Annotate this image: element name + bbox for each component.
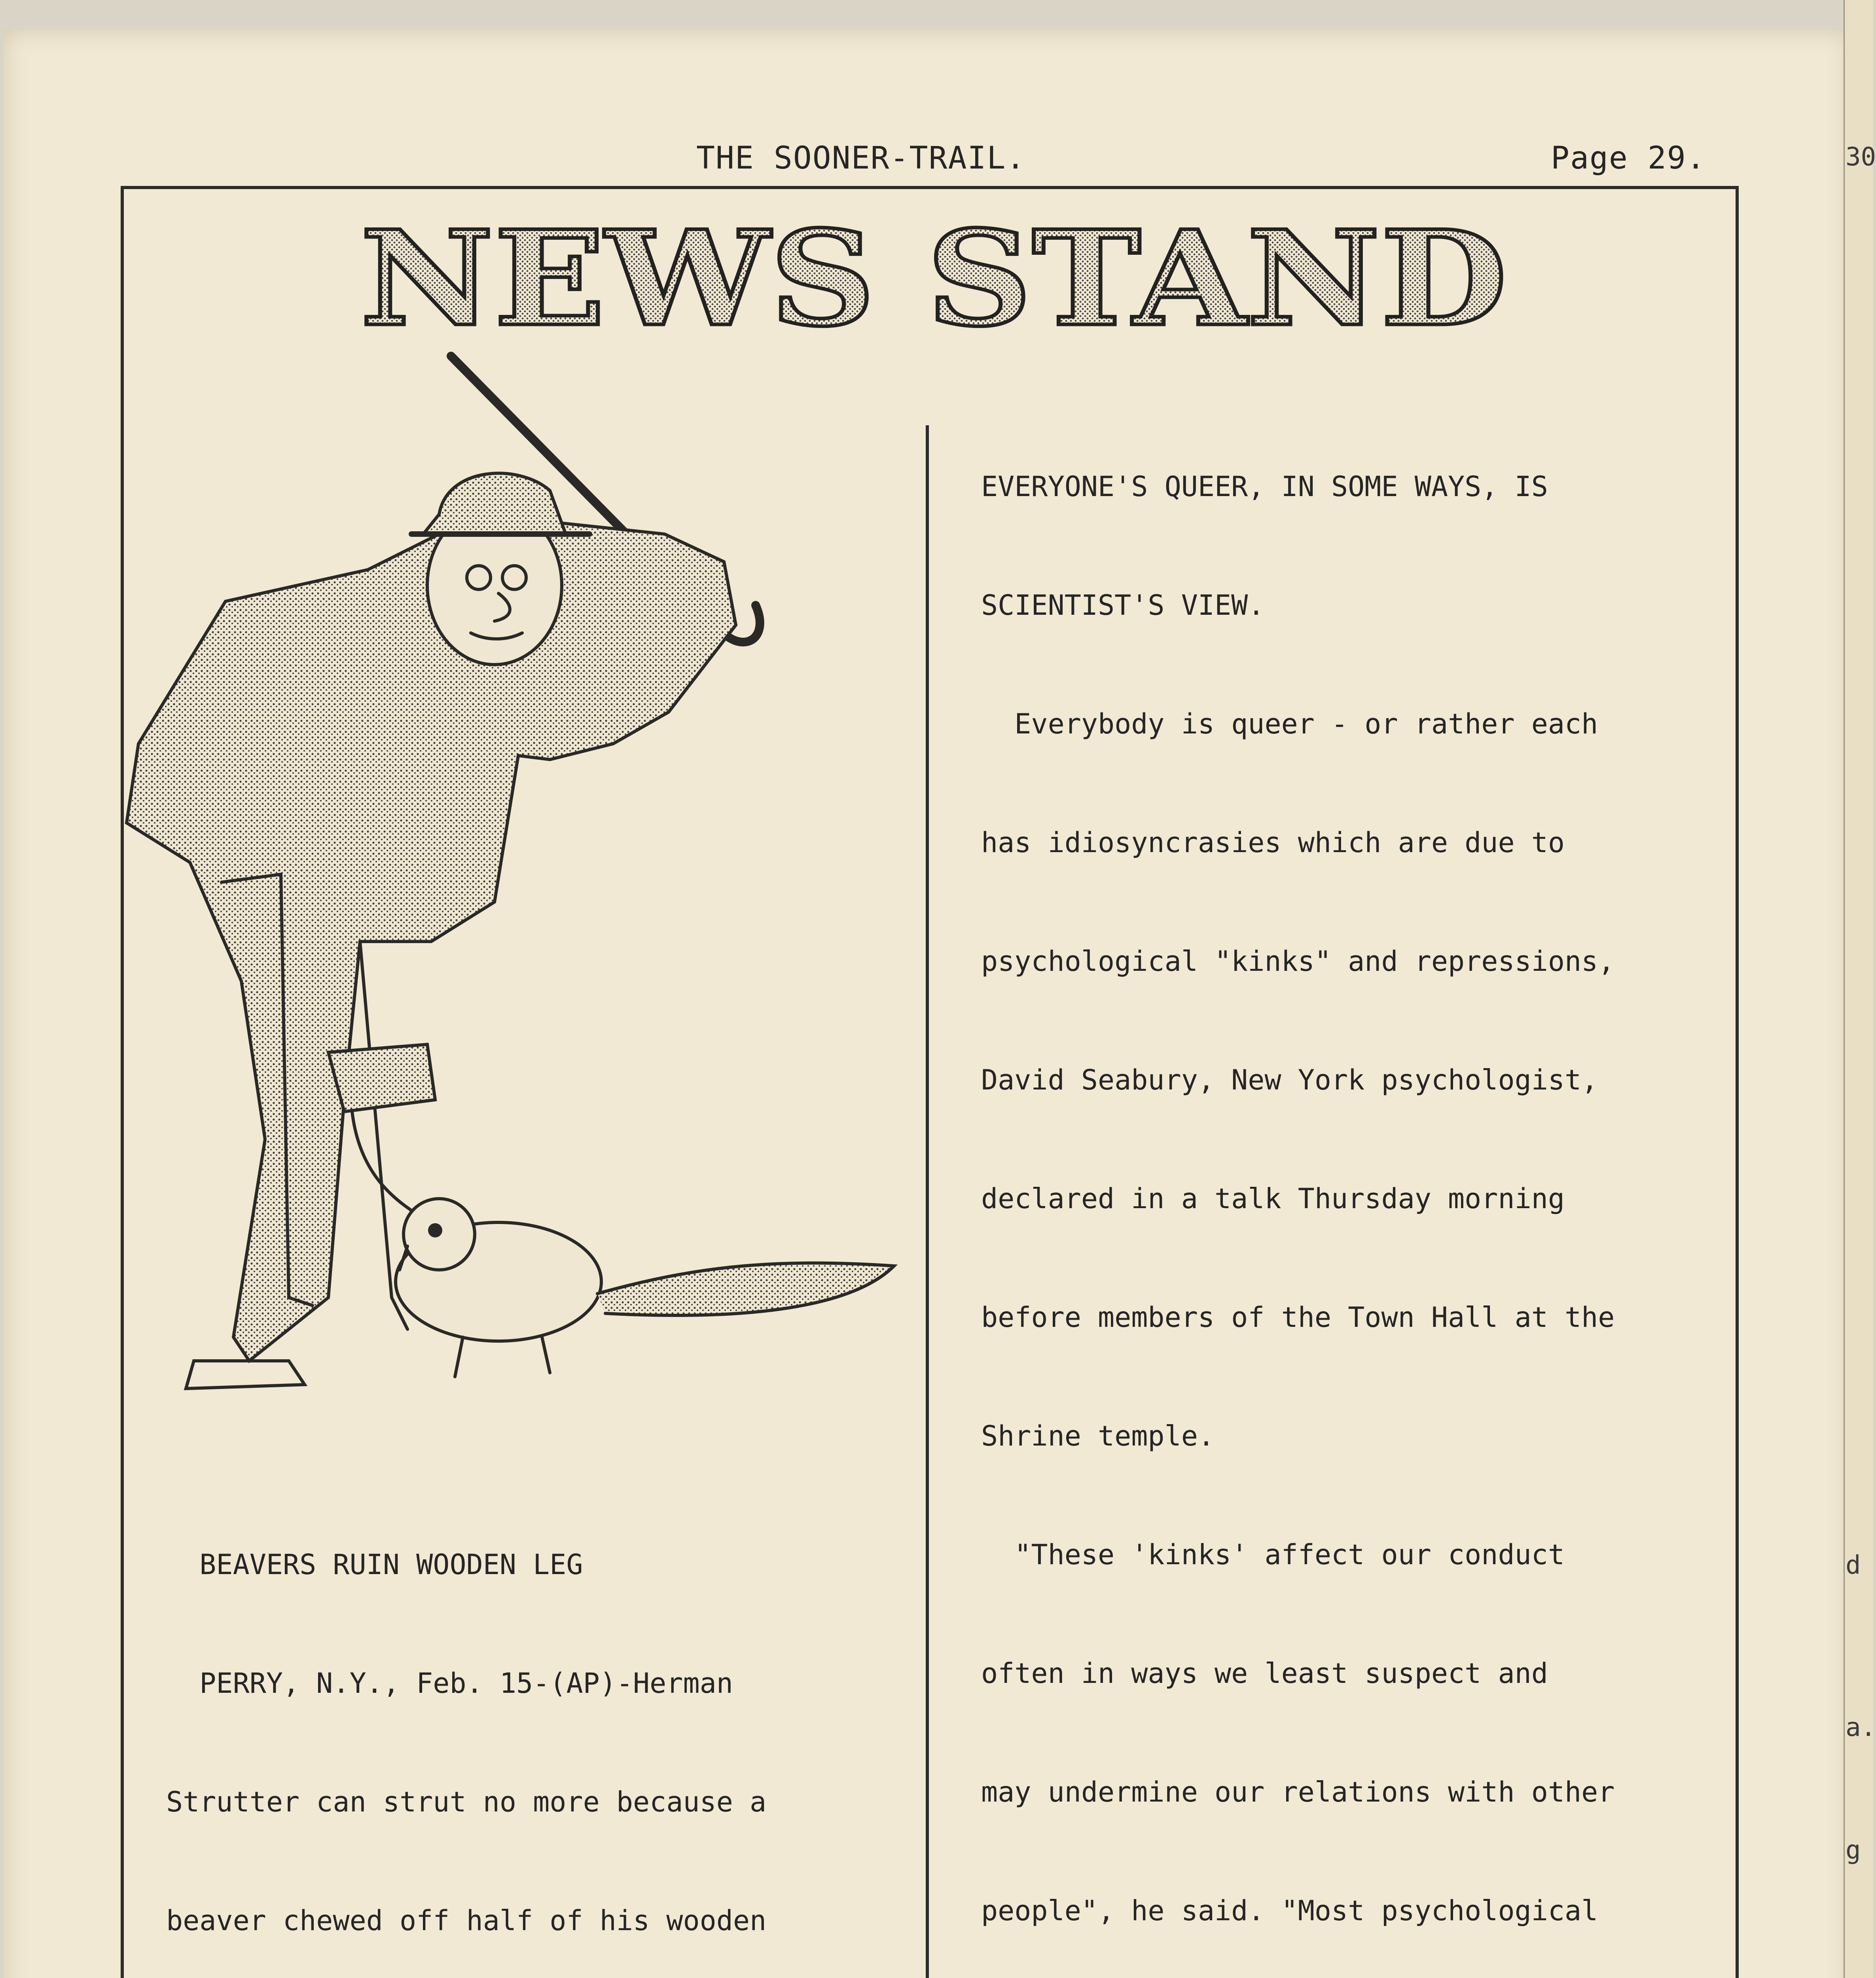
banner-title: NEWS STAND bbox=[360, 202, 1507, 355]
text-line: BEAVERS RUIN WOODEN LEG bbox=[166, 1548, 583, 1581]
text-line: psychological "kinks" and repressions, bbox=[981, 945, 1615, 978]
text-line: David Seabury, New York psychologist, bbox=[981, 1064, 1598, 1096]
text-line: EVERYONE'S QUEER, IN SOME WAYS, IS bbox=[981, 470, 1548, 503]
right-column bbox=[981, 388, 1614, 1978]
text-line: SCIENTIST'S VIEW. bbox=[981, 589, 1265, 621]
text-line: often in ways we least suspect and bbox=[981, 1657, 1548, 1690]
column-divider bbox=[926, 425, 929, 1978]
left-column bbox=[166, 1466, 800, 1978]
page-number: Page 29. bbox=[1551, 140, 1706, 176]
next-page-edge bbox=[1844, 0, 1873, 1978]
text-line: Shrine temple. bbox=[981, 1420, 1215, 1452]
text-line: Everybody is queer - or rather each bbox=[981, 708, 1598, 740]
news-stand-banner bbox=[348, 202, 1519, 355]
running-head: THE SOONER-TRAIL. bbox=[696, 140, 1026, 176]
text-line: before members of the Town Hall at the bbox=[981, 1301, 1615, 1334]
margin-letter: g bbox=[1846, 1836, 1861, 1865]
text-line: people", he said. "Most psychological bbox=[981, 1895, 1598, 1927]
text-line: beaver chewed off half of his wooden bbox=[166, 1904, 767, 1937]
text-line: declared in a talk Thursday morning bbox=[981, 1182, 1565, 1215]
margin-letter: d bbox=[1846, 1551, 1861, 1580]
cartoon-illustration bbox=[123, 348, 922, 1432]
text-line: may undermine our relations with other bbox=[981, 1776, 1615, 1808]
text-line: "These 'kinks' affect our conduct bbox=[981, 1538, 1565, 1571]
text-line: Strutter can strut no more because a bbox=[166, 1786, 767, 1818]
text-line: PERRY, N.Y., Feb. 15-(AP)-Herman bbox=[166, 1667, 733, 1699]
text-line: has idiosyncrasies which are due to bbox=[981, 826, 1565, 859]
margin-letter: a. bbox=[1846, 1713, 1876, 1742]
next-page-number: 30 bbox=[1846, 142, 1876, 172]
